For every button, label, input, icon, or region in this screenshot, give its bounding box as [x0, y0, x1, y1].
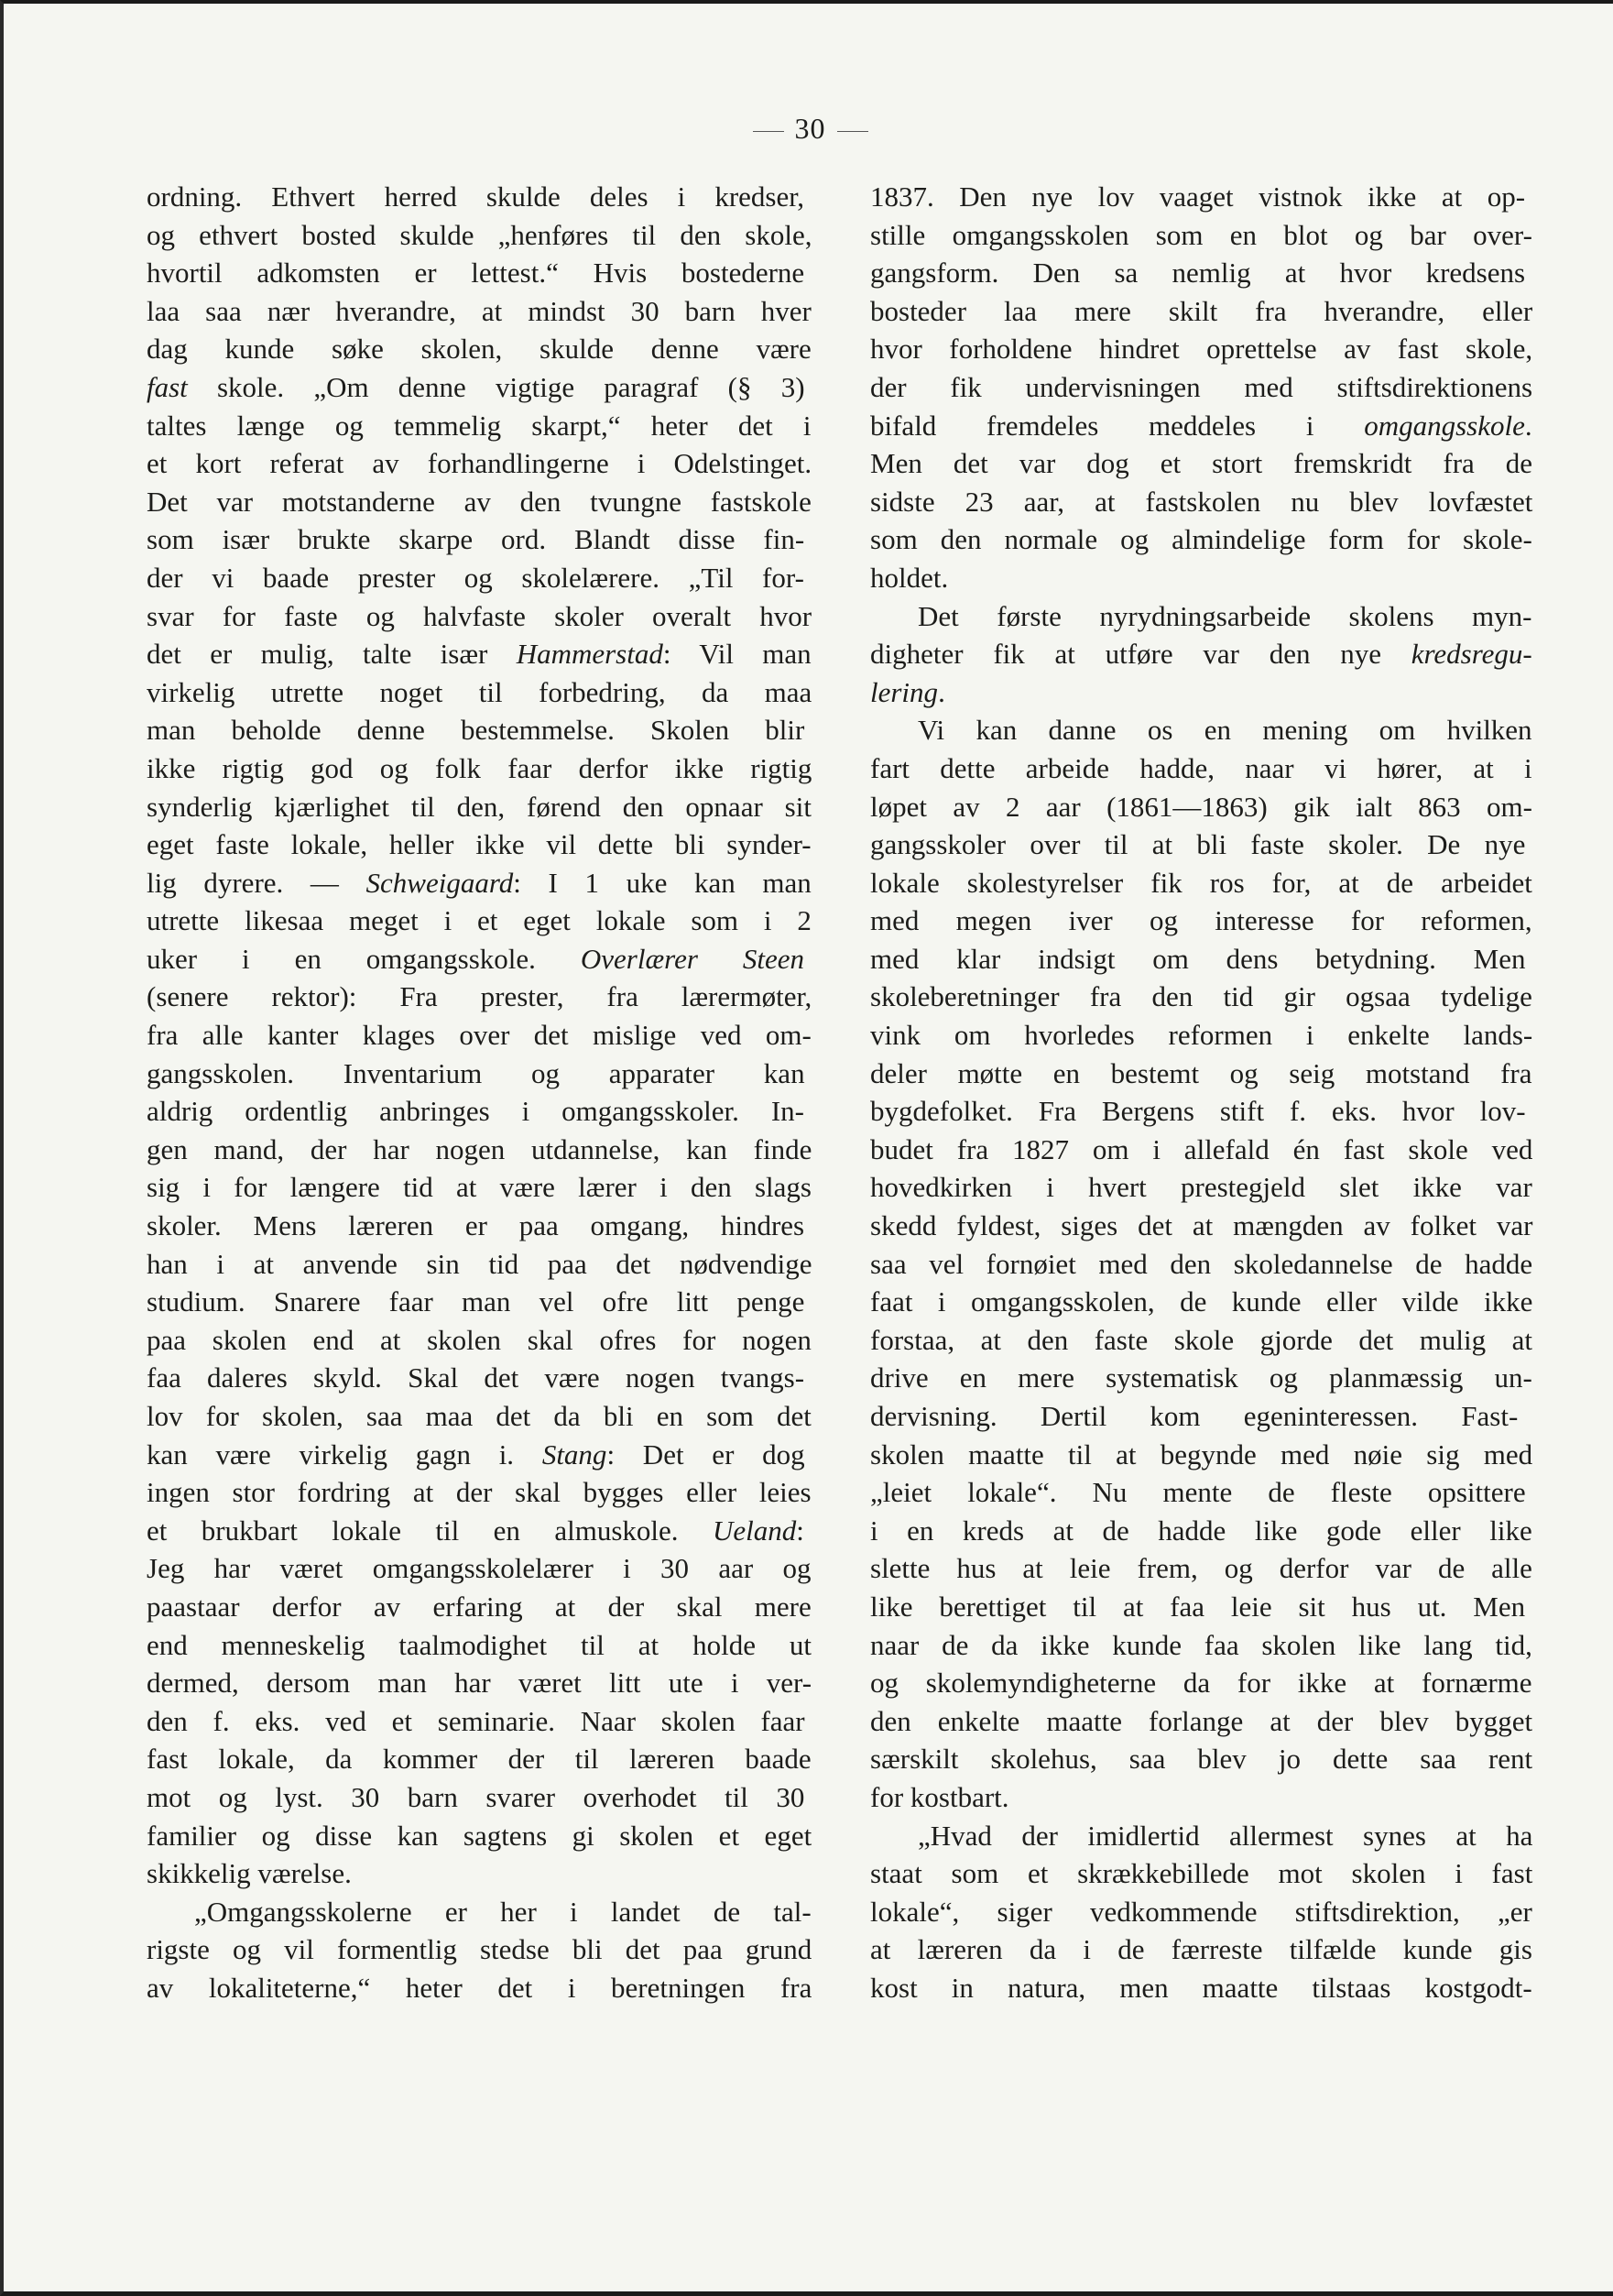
text-segment: : [796, 1514, 804, 1547]
text-segment: bifald fremdeles meddeles i [870, 409, 1365, 442]
text-line [870, 1740, 1532, 1778]
text-line [147, 520, 812, 559]
text-line [870, 1055, 1532, 1093]
text-line [870, 1473, 1532, 1512]
text-line [147, 292, 812, 331]
text-line [870, 483, 1532, 521]
text-line [147, 1245, 812, 1284]
text-line [147, 1969, 812, 2007]
text-segment: end menneskelig taalmodighet til at holde ut [147, 1628, 812, 1661]
text-line [147, 254, 812, 292]
right-column [870, 178, 1532, 2007]
text-line [147, 1397, 812, 1436]
text-segment: . [938, 675, 945, 708]
text-line [870, 254, 1532, 292]
text-line [870, 1664, 1532, 1702]
text-line [147, 1588, 812, 1626]
text-segment: fart dette arbeide hadde, naar vi hører, at i [870, 751, 1532, 784]
text-segment: forstaa, at den faste skole gjorde det mulig at [870, 1323, 1532, 1356]
text-segment: lokale“, siger vedkommende stiftsdirektion, „er [870, 1895, 1532, 1928]
text-segment: studium. Snarere faar man vel ofre litt penge [147, 1285, 805, 1318]
text-segment: fast lokale, da kommer der til læreren baade [147, 1743, 812, 1776]
text-segment: vink om hvorledes reformen i enkelte lands- [870, 1019, 1533, 1052]
text-line [870, 444, 1532, 483]
page-number: 30 [794, 112, 826, 145]
left-column [147, 178, 812, 2007]
text-segment: den f. eks. ved et seminarie. Naar skolen faar [147, 1704, 805, 1737]
text-segment: naar de da ikke kunde faa skolen like lang tid, [870, 1628, 1532, 1661]
text-line [147, 1893, 812, 1931]
text-segment: skole. „Om denne vigtige paragraf (§ 3) [187, 370, 805, 403]
text-segment: „Omgangsskolerne er her i landet de tal- [194, 1895, 812, 1928]
text-line [147, 1664, 812, 1702]
italic-text: Hammerstad [516, 638, 663, 671]
text-line [870, 1321, 1532, 1360]
text-segment: han i at anvende sin tid paa det nødvendige [147, 1247, 812, 1280]
text-line [147, 1092, 812, 1131]
text-line [870, 635, 1532, 673]
text-line [147, 1359, 812, 1397]
text-line [147, 1512, 812, 1550]
text-segment: „leiet lokale“. Nu mente de fleste opsittere [870, 1476, 1526, 1509]
text-line [147, 940, 812, 979]
text-line [870, 178, 1532, 216]
text-line [870, 1397, 1532, 1436]
text-line [870, 1245, 1532, 1284]
text-line [147, 1321, 812, 1360]
text-line [147, 407, 812, 445]
text-line [147, 1283, 812, 1321]
text-segment: skoler. Mens læreren er paa omgang, hindres [147, 1209, 805, 1242]
text-line [870, 520, 1532, 559]
text-segment: (senere rektor): Fra prester, fra lærermøter, [147, 980, 812, 1013]
text-line [870, 1016, 1532, 1055]
text-line [870, 1092, 1532, 1131]
text-segment: hvor forholdene hindret oprettelse av fast skole, [870, 333, 1533, 366]
text-segment: det er mulig, talte især [147, 638, 517, 671]
text-segment: hovedkirken i hvert prestegjeld slet ikke var [870, 1171, 1532, 1204]
text-segment: løpet av 2 aar (1861—1863) gik ialt 863 om- [870, 790, 1532, 823]
italic-text: lering [870, 675, 939, 708]
text-segment: : I 1 uke kan man [513, 866, 812, 899]
text-line [870, 902, 1532, 940]
text-line [870, 1131, 1532, 1169]
header-dash-left [753, 131, 784, 132]
text-line [147, 1778, 812, 1817]
text-segment: paa skolen end at skolen skal ofres for nogen [147, 1323, 812, 1356]
text-segment: skolen maatte til at begynde med nøie sig med [870, 1438, 1533, 1471]
text-line [147, 1473, 812, 1512]
text-line [870, 1512, 1532, 1550]
text-segment: sidste 23 aar, at fastskolen nu blev lovfæstet [870, 485, 1533, 518]
text-segment: drive en mere systematisk og planmæssig un- [870, 1361, 1532, 1394]
text-segment: faat i omgangsskolen, de kunde eller vilde ikke [870, 1285, 1533, 1318]
text-line [147, 864, 812, 902]
header-dash-right [837, 131, 868, 132]
text-line [147, 673, 812, 712]
text-segment: gangsskoler over til at bli faste skoler. De nye [870, 828, 1526, 861]
text-segment: bosteder laa mere skilt fra hverandre, eller [870, 294, 1533, 327]
text-segment: fra alle kanter klages over det mislige ved om- [147, 1019, 812, 1052]
text-line [147, 1436, 812, 1474]
text-segment: Vi kan danne os en mening om hvilken [918, 714, 1532, 747]
text-line [870, 978, 1532, 1016]
text-line [870, 1969, 1532, 2007]
text-line [147, 483, 812, 521]
text-line [147, 1930, 812, 1969]
text-segment: like berettiget til at faa leie sit hus ut. Men [870, 1590, 1526, 1623]
text-line [870, 407, 1532, 445]
text-line [870, 368, 1532, 407]
text-segment: som især brukte skarpe ord. Blandt disse fin- [147, 523, 805, 556]
text-line [870, 1817, 1532, 1855]
text-segment: den enkelte maatte forlange at der blev bygget [870, 1704, 1533, 1737]
text-segment: eget faste lokale, heller ikke vil dette bli synder- [147, 828, 812, 861]
text-segment: 1837. Den nye lov vaaget vistnok ikke at op- [870, 180, 1526, 213]
text-line [147, 597, 812, 636]
text-segment: med klar indsigt om dens betydning. Men [870, 942, 1526, 975]
text-line [870, 1588, 1532, 1626]
text-segment: rigste og vil formentlig stedse bli det paa grund [147, 1933, 812, 1966]
text-line [147, 368, 812, 407]
text-line [870, 559, 1532, 597]
page-header [4, 112, 1613, 146]
text-segment: kan være virkelig gagn i. [147, 1438, 542, 1471]
text-line [147, 1055, 812, 1093]
text-line [147, 749, 812, 788]
text-segment: deler møtte en bestemt og seig motstand fra [870, 1056, 1532, 1089]
text-segment: dervisning. Dertil kom egeninteressen. Fast- [870, 1400, 1519, 1432]
italic-text: Schweigaard [365, 866, 514, 899]
text-segment: virkelig utrette noget til forbedring, da maa [147, 675, 812, 708]
italic-text: Stang [541, 1438, 607, 1471]
text-line [870, 1626, 1532, 1665]
text-segment: skikkelig værelse. [147, 1857, 352, 1890]
italic-text: Overlærer Steen [580, 942, 804, 975]
text-line [147, 978, 812, 1016]
text-line [147, 444, 812, 483]
text-line [870, 292, 1532, 331]
text-line [870, 330, 1532, 368]
text-line [147, 711, 812, 749]
text-segment: aldrig ordentlig anbringes i omgangsskoler. In- [147, 1095, 804, 1128]
text-segment: holdet. [870, 561, 949, 594]
text-line [147, 902, 812, 940]
text-line [147, 1207, 812, 1245]
text-segment: av lokaliteterne,“ heter det i beretningen fra [147, 1971, 812, 2004]
text-segment: taltes længe og temmelig skarpt,“ heter det i [147, 409, 812, 442]
text-segment: svar for faste og halvfaste skoler overalt hvor [147, 599, 812, 632]
text-segment: lokale skolestyrelser fik ros for, at de arbeidet [870, 866, 1532, 899]
italic-text: kredsregu- [1411, 638, 1532, 671]
text-segment: stille omgangsskolen som en blot og bar over- [870, 218, 1532, 251]
text-line [870, 711, 1532, 749]
text-line [147, 1016, 812, 1055]
text-segment: saa vel fornøiet med den skoledannelse de hadde [870, 1247, 1533, 1280]
text-segment: . [1524, 409, 1532, 442]
text-segment: skoleberetninger fra den tid gir ogsaa tydelige [870, 980, 1532, 1013]
text-segment: for kostbart. [870, 1780, 1009, 1813]
text-segment: dermed, dersom man har været litt ute i ver- [147, 1667, 812, 1700]
text-line [147, 559, 812, 597]
text-segment: Jeg har været omgangsskolelærer i 30 aar og [147, 1552, 812, 1585]
text-line [870, 825, 1532, 864]
text-segment: der vi baade prester og skolelærere. „Til for- [147, 561, 804, 594]
text-segment: lig dyrere. — [147, 866, 366, 899]
text-line [870, 1854, 1532, 1893]
text-segment: i en kreds at de hadde like gode eller like [870, 1514, 1532, 1547]
text-line [870, 749, 1532, 788]
text-line [870, 1436, 1532, 1474]
text-line [870, 788, 1532, 826]
text-segment: et kort referat av forhandlingerne i Odelstinget. [147, 447, 812, 480]
text-line [870, 940, 1532, 979]
text-segment: der fik undervisningen med stiftsdirektionens [870, 370, 1533, 403]
text-line [870, 1359, 1532, 1397]
text-segment: at læreren da i de færreste tilfælde kunde gis [870, 1933, 1532, 1966]
text-segment: laa saa nær hverandre, at mindst 30 barn hver [147, 294, 812, 327]
text-segment: Det var motstanderne av den tvungne fastskole [147, 485, 812, 518]
text-line [147, 330, 812, 368]
text-line [870, 216, 1532, 255]
text-segment: ordning. Ethvert herred skulde deles i kredser, [147, 180, 805, 213]
text-segment: Det første nyrydningsarbeide skolens myn- [918, 599, 1532, 632]
text-segment: gen mand, der har nogen utdannelse, kan finde [147, 1132, 812, 1165]
text-segment: staat som et skrækkebillede mot skolen i fast [870, 1857, 1533, 1890]
text-line [147, 1854, 812, 1893]
text-segment: digheter fik at utføre var den nye [870, 638, 1411, 671]
italic-text: Ueland [712, 1514, 797, 1547]
text-line [147, 788, 812, 826]
text-segment: med megen iver og interesse for reformen, [870, 904, 1532, 937]
text-line [147, 216, 812, 255]
text-segment: et brukbart lokale til en almuskole. [147, 1514, 713, 1547]
text-line [147, 1626, 812, 1665]
text-line [870, 1207, 1532, 1245]
text-segment: slette hus at leie frem, og derfor var de alle [870, 1552, 1532, 1585]
text-segment: familier og disse kan sagtens gi skolen et eget [147, 1819, 812, 1852]
text-segment: gangsform. Den sa nemlig at hvor kredsens [870, 257, 1526, 290]
text-line [870, 1168, 1532, 1207]
text-segment: faa daleres skyld. Skal det være nogen tvangs- [147, 1361, 805, 1394]
text-line [870, 597, 1532, 636]
text-segment: kost in natura, men maatte tilstaas kostgodt- [870, 1971, 1532, 2004]
text-line [870, 1893, 1532, 1931]
text-segment: man beholde denne bestemmelse. Skolen blir [147, 714, 805, 747]
text-line [147, 635, 812, 673]
text-segment: uker i en omgangsskole. [147, 942, 581, 975]
text-line [147, 1549, 812, 1588]
text-segment: „Hvad der imidlertid allermest synes at ha [918, 1819, 1533, 1852]
text-line [147, 1168, 812, 1207]
text-line [870, 1930, 1532, 1969]
text-segment: sig i for længere tid at være lærer i den slags [147, 1171, 812, 1204]
text-segment: : Vil man [662, 638, 812, 671]
text-line [870, 864, 1532, 902]
text-segment: ikke rigtig god og folk faar derfor ikke rigtig [147, 751, 812, 784]
text-segment: hvortil adkomsten er lettest.“ Hvis bostederne [147, 257, 805, 290]
italic-text: omgangsskole [1364, 409, 1525, 442]
text-line [147, 178, 812, 216]
text-line [870, 1702, 1532, 1741]
text-line [147, 1131, 812, 1169]
text-segment: mot og lyst. 30 barn svarer overhodet til 30 [147, 1780, 805, 1813]
text-segment: skedd fyldest, siges det at mængden av folket var [870, 1209, 1533, 1242]
text-line [870, 673, 1532, 712]
text-segment: særskilt skolehus, saa blev jo dette saa rent [870, 1743, 1533, 1776]
text-segment: synderlig kjærlighet til den, førend den opnaar sit [147, 790, 812, 823]
text-line [147, 1740, 812, 1778]
text-segment: ingen stor fordring at der skal bygges eller leies [147, 1476, 812, 1509]
text-segment: bygdefolket. Fra Bergens stift f. eks. hvor lov- [870, 1095, 1526, 1128]
text-segment: gangsskolen. Inventarium og apparater kan [147, 1056, 805, 1089]
text-segment: paastaar derfor av erfaring at der skal mere [147, 1590, 812, 1623]
text-segment: utrette likesaa meget i et eget lokale som i 2 [147, 904, 812, 937]
text-segment: lov for skolen, saa maa det da bli en som det [147, 1400, 812, 1432]
text-line [870, 1283, 1532, 1321]
text-segment: : Det er dog [606, 1438, 805, 1471]
text-segment: som den normale og almindelige form for skole- [870, 523, 1532, 556]
text-line [870, 1549, 1532, 1588]
text-line [147, 1702, 812, 1741]
text-segment: budet fra 1827 om i allefald én fast skole ved [870, 1132, 1533, 1165]
text-line [147, 1817, 812, 1855]
text-segment: Men det var dog et stort fremskridt fra de [870, 447, 1533, 480]
text-line [147, 825, 812, 864]
text-segment: og ethvert bosted skulde „henføres til den skole, [147, 218, 812, 251]
text-segment: dag kunde søke skolen, skulde denne være [147, 333, 812, 366]
text-segment: og skolemyndigheterne da for ikke at fornærme [870, 1667, 1532, 1700]
italic-text: fast [147, 370, 188, 403]
text-line [870, 1778, 1532, 1817]
